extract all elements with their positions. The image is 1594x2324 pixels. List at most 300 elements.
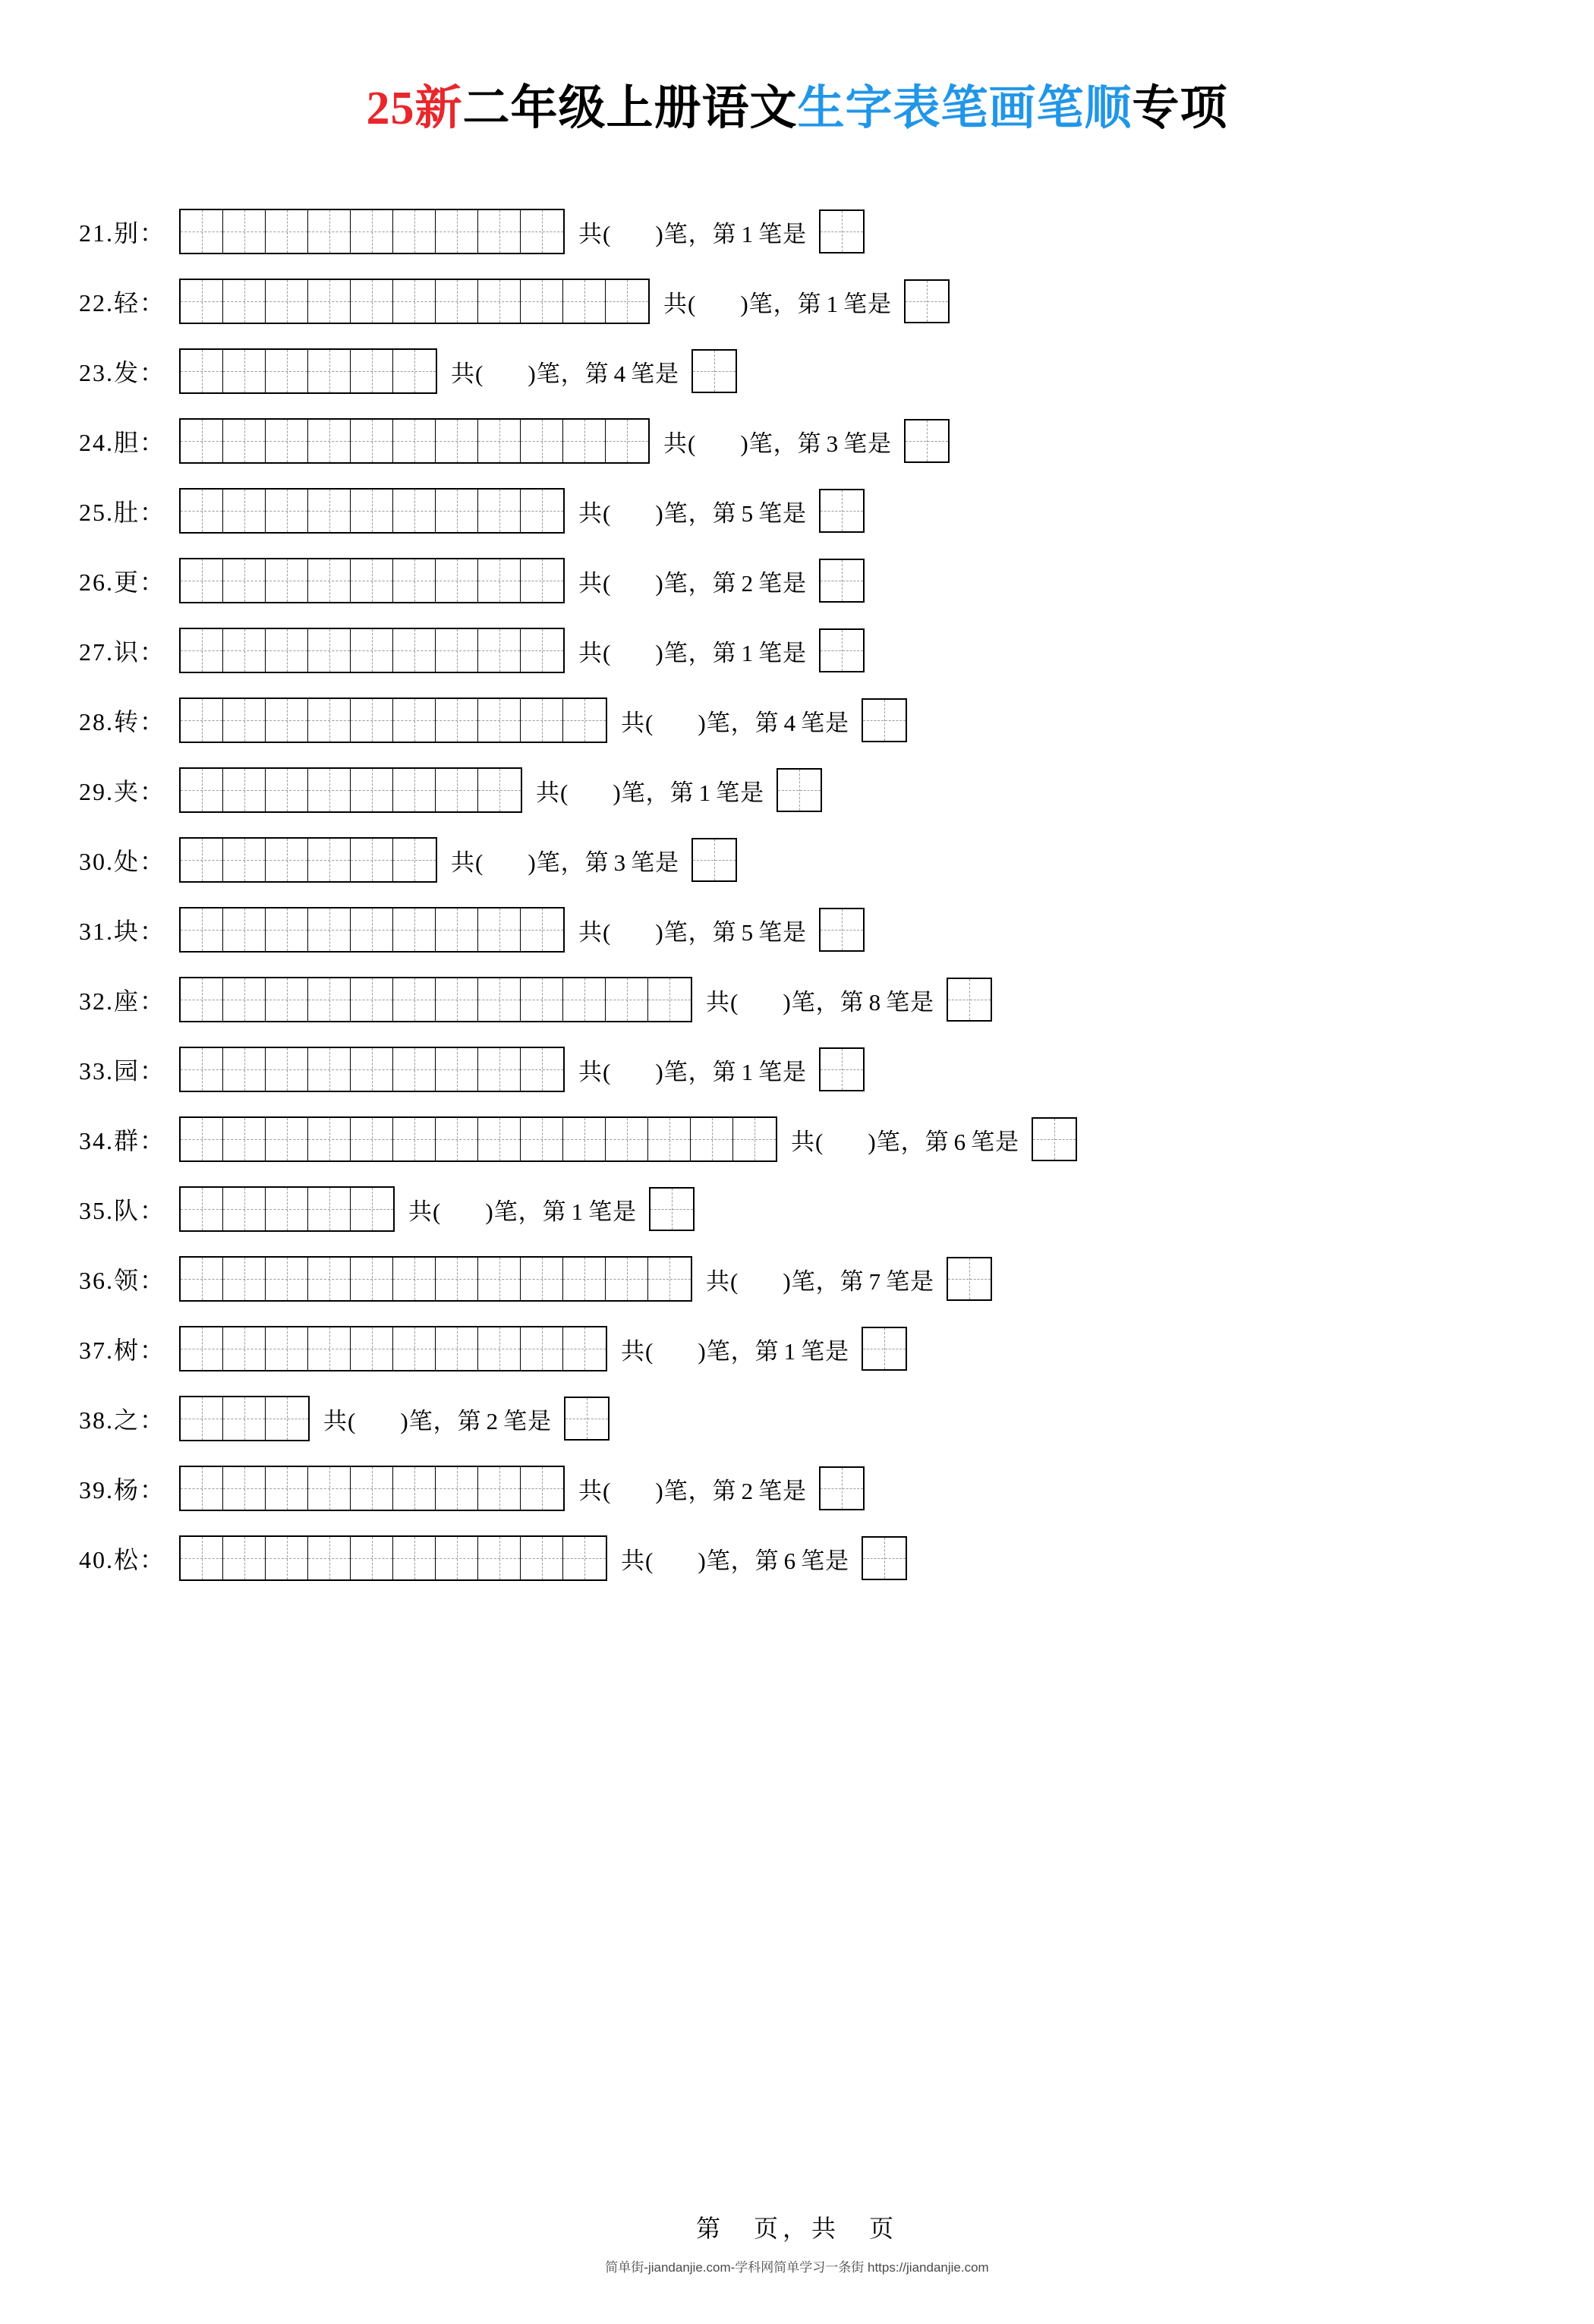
practice-grid[interactable]: [179, 837, 437, 883]
practice-cell[interactable]: [308, 1467, 351, 1510]
practice-cell[interactable]: [521, 1327, 563, 1370]
practice-cell[interactable]: [266, 1188, 308, 1230]
cell-guide-vertical: [329, 420, 330, 462]
practice-cell[interactable]: [223, 1537, 266, 1579]
cell-guide-vertical: [457, 559, 458, 602]
practice-cell[interactable]: [436, 699, 478, 742]
cell-guide-vertical: [287, 1397, 288, 1440]
practice-grid[interactable]: [179, 628, 565, 673]
answer-box[interactable]: [777, 768, 822, 812]
cell-guide-vertical: [542, 280, 543, 323]
cell-guide-vertical: [287, 420, 288, 462]
row-character: 胆：: [114, 429, 166, 456]
practice-cell[interactable]: [351, 629, 393, 672]
row-label: 23.发：: [79, 359, 166, 386]
practice-cell[interactable]: [393, 629, 436, 672]
practice-cell[interactable]: [266, 210, 308, 253]
practice-cell[interactable]: [266, 1258, 308, 1300]
practice-cell[interactable]: [351, 280, 393, 323]
row-label: 31.块：: [79, 918, 166, 945]
practice-grid[interactable]: [179, 348, 437, 394]
practice-cell[interactable]: [266, 769, 308, 811]
cell-guide-vertical: [372, 909, 373, 951]
practice-cell[interactable]: [181, 559, 223, 602]
answer-box[interactable]: [819, 1466, 865, 1510]
answer-guide-vertical: [842, 1468, 843, 1509]
practice-cell[interactable]: [521, 559, 563, 602]
cell-guide-vertical: [414, 1537, 415, 1579]
stroke-is-label: 笔是: [631, 360, 680, 387]
practice-cell[interactable]: [223, 1048, 266, 1091]
answer-box[interactable]: [691, 349, 737, 393]
practice-cell[interactable]: [478, 1258, 521, 1300]
practice-cell[interactable]: [351, 839, 393, 881]
cell-guide-vertical: [414, 769, 415, 811]
practice-cell[interactable]: [478, 1327, 521, 1370]
cell-guide-vertical: [329, 1537, 330, 1579]
cell-guide-vertical: [542, 699, 543, 742]
cell-guide-vertical: [542, 1118, 543, 1160]
practice-grid[interactable]: [179, 1116, 777, 1162]
practice-cell[interactable]: [648, 1258, 691, 1300]
practice-cell[interactable]: [223, 350, 266, 392]
practice-cell[interactable]: [393, 559, 436, 602]
practice-cell[interactable]: [351, 420, 393, 462]
practice-grid[interactable]: [179, 1186, 395, 1232]
practice-cell[interactable]: [393, 1537, 436, 1579]
practice-cell[interactable]: [521, 420, 563, 462]
practice-cell[interactable]: [266, 1118, 308, 1160]
question-text: [578, 1472, 807, 1506]
practice-cell[interactable]: [563, 699, 606, 742]
practice-grid[interactable]: [179, 1466, 565, 1511]
practice-cell[interactable]: [181, 420, 223, 462]
practice-cell[interactable]: [223, 629, 266, 672]
practice-cell[interactable]: [478, 1467, 521, 1510]
practice-cell[interactable]: [478, 210, 521, 253]
practice-grid[interactable]: [179, 1535, 607, 1581]
practice-cell[interactable]: [181, 350, 223, 392]
practice-cell[interactable]: [478, 629, 521, 672]
practice-cell[interactable]: [521, 1048, 563, 1091]
practice-cell[interactable]: [648, 978, 691, 1021]
cell-guide-vertical: [499, 1467, 500, 1510]
practice-cell[interactable]: [436, 490, 478, 532]
practice-cell[interactable]: [648, 1118, 691, 1160]
practice-cell[interactable]: [436, 769, 478, 811]
cell-guide-vertical: [372, 420, 373, 462]
answer-box[interactable]: [862, 1327, 907, 1371]
practice-cell[interactable]: [181, 769, 223, 811]
cell-guide-vertical: [244, 350, 245, 392]
practice-cell[interactable]: [351, 559, 393, 602]
cell-guide-vertical: [244, 1467, 245, 1510]
practice-cell[interactable]: [223, 1397, 266, 1440]
answer-box[interactable]: [904, 279, 950, 323]
cell-guide-vertical: [584, 1258, 585, 1300]
stroke-order-prompt: )笔，第: [655, 499, 737, 527]
exercise-row: [79, 336, 1594, 406]
practice-cell[interactable]: [223, 1118, 266, 1160]
practice-cell[interactable]: [351, 1118, 393, 1160]
practice-cell[interactable]: [436, 1327, 478, 1370]
answer-guide-vertical: [842, 490, 843, 531]
practice-cell[interactable]: [478, 490, 521, 532]
practice-cell[interactable]: [436, 629, 478, 672]
practice-cell[interactable]: [266, 839, 308, 881]
total-strokes-prompt: 共(: [621, 1337, 654, 1365]
practice-cell[interactable]: [521, 1537, 563, 1579]
stroke-number: 4: [613, 360, 627, 387]
practice-cell[interactable]: [478, 699, 521, 742]
practice-cell[interactable]: [308, 769, 351, 811]
practice-cell[interactable]: [393, 769, 436, 811]
practice-cell[interactable]: [266, 699, 308, 742]
practice-cell[interactable]: [563, 1537, 606, 1579]
practice-cell[interactable]: [181, 839, 223, 881]
practice-cell[interactable]: [308, 490, 351, 532]
practice-cell[interactable]: [223, 1188, 266, 1230]
row-character: 群：: [114, 1127, 166, 1154]
practice-cell[interactable]: [181, 1467, 223, 1510]
stroke-is-label: 笔是: [758, 1477, 808, 1504]
practice-grid[interactable]: [179, 767, 522, 813]
practice-cell[interactable]: [436, 1467, 478, 1510]
practice-cell[interactable]: [181, 699, 223, 742]
cell-guide-vertical: [244, 769, 245, 811]
practice-grid[interactable]: [179, 279, 650, 324]
practice-cell[interactable]: [733, 1118, 776, 1160]
practice-cell[interactable]: [266, 1327, 308, 1370]
stroke-is-label: 笔是: [801, 1547, 850, 1574]
answer-box[interactable]: [947, 1257, 992, 1301]
practice-cell[interactable]: [181, 1397, 223, 1440]
practice-cell[interactable]: [393, 490, 436, 532]
practice-cell[interactable]: [181, 1188, 223, 1230]
cell-guide-vertical: [372, 1467, 373, 1510]
practice-cell[interactable]: [393, 280, 436, 323]
practice-cell[interactable]: [308, 978, 351, 1021]
practice-cell[interactable]: [351, 1537, 393, 1579]
practice-grid[interactable]: [179, 1047, 565, 1092]
practice-cell[interactable]: [351, 1048, 393, 1091]
practice-cell[interactable]: [521, 490, 563, 532]
row-character: 别：: [114, 219, 166, 247]
practice-cell[interactable]: [266, 280, 308, 323]
practice-cell[interactable]: [436, 1118, 478, 1160]
practice-cell[interactable]: [478, 280, 521, 323]
practice-cell[interactable]: [223, 909, 266, 951]
practice-cell[interactable]: [308, 909, 351, 951]
cell-guide-vertical: [457, 1118, 458, 1160]
practice-cell[interactable]: [393, 420, 436, 462]
practice-cell[interactable]: [393, 1467, 436, 1510]
practice-cell[interactable]: [266, 490, 308, 532]
cell-guide-vertical: [244, 909, 245, 951]
practice-cell[interactable]: [436, 1537, 478, 1579]
practice-cell[interactable]: [351, 1188, 393, 1230]
cell-guide-vertical: [372, 210, 373, 253]
answer-box[interactable]: [649, 1187, 695, 1231]
cell-guide-vertical: [457, 699, 458, 742]
row-character: 轻：: [114, 289, 166, 316]
practice-cell[interactable]: [393, 350, 436, 392]
practice-cell[interactable]: [308, 839, 351, 881]
stroke-number: 6: [783, 1547, 797, 1574]
practice-cell[interactable]: [308, 629, 351, 672]
footer-page-line: 第 页，共 页: [695, 2215, 898, 2242]
practice-cell[interactable]: [393, 699, 436, 742]
practice-cell[interactable]: [521, 629, 563, 672]
practice-cell[interactable]: [223, 839, 266, 881]
practice-cell[interactable]: [351, 1258, 393, 1300]
practice-cell[interactable]: [606, 280, 648, 323]
practice-cell[interactable]: [181, 210, 223, 253]
practice-cell[interactable]: [181, 1258, 223, 1300]
practice-cell[interactable]: [181, 1118, 223, 1160]
practice-cell[interactable]: [436, 559, 478, 602]
practice-cell[interactable]: [223, 420, 266, 462]
practice-grid[interactable]: [179, 558, 565, 603]
practice-cell[interactable]: [478, 978, 521, 1021]
practice-cell[interactable]: [436, 1258, 478, 1300]
answer-box[interactable]: [1032, 1117, 1077, 1161]
practice-cell[interactable]: [266, 1397, 308, 1440]
practice-grid[interactable]: [179, 418, 650, 464]
practice-cell[interactable]: [351, 1327, 393, 1370]
cell-guide-vertical: [202, 1048, 203, 1091]
practice-cell[interactable]: [308, 1258, 351, 1300]
answer-box[interactable]: [819, 908, 865, 952]
practice-grid[interactable]: [179, 698, 607, 743]
answer-box[interactable]: [819, 209, 865, 253]
practice-cell[interactable]: [266, 978, 308, 1021]
practice-cell[interactable]: [223, 1467, 266, 1510]
answer-guide-vertical: [884, 1328, 885, 1369]
answer-guide-vertical: [714, 839, 715, 880]
answer-box[interactable]: [819, 489, 865, 533]
practice-cell[interactable]: [691, 1118, 733, 1160]
practice-cell[interactable]: [563, 1258, 606, 1300]
practice-cell[interactable]: [393, 839, 436, 881]
practice-cell[interactable]: [351, 1467, 393, 1510]
cell-guide-vertical: [329, 769, 330, 811]
stroke-order-prompt: )笔，第: [528, 849, 610, 876]
row-character: 识：: [114, 638, 166, 666]
practice-cell[interactable]: [521, 909, 563, 951]
stroke-number: 1: [783, 1337, 797, 1365]
practice-cell[interactable]: [308, 210, 351, 253]
practice-cell[interactable]: [393, 1258, 436, 1300]
practice-cell[interactable]: [393, 978, 436, 1021]
practice-cell[interactable]: [393, 909, 436, 951]
practice-cell[interactable]: [563, 280, 606, 323]
practice-cell[interactable]: [606, 1258, 648, 1300]
answer-box[interactable]: [819, 559, 865, 603]
answer-box[interactable]: [691, 838, 737, 882]
practice-cell[interactable]: [181, 1537, 223, 1579]
practice-cell[interactable]: [521, 1467, 563, 1510]
practice-cell[interactable]: [563, 978, 606, 1021]
stroke-number: 1: [741, 639, 754, 666]
practice-cell[interactable]: [393, 1118, 436, 1160]
practice-cell[interactable]: [521, 1258, 563, 1300]
practice-cell[interactable]: [308, 1048, 351, 1091]
practice-cell[interactable]: [266, 1467, 308, 1510]
practice-cell[interactable]: [223, 210, 266, 253]
practice-cell[interactable]: [181, 978, 223, 1021]
cell-guide-vertical: [244, 210, 245, 253]
answer-box[interactable]: [862, 698, 907, 742]
practice-cell[interactable]: [393, 1048, 436, 1091]
cell-guide-vertical: [414, 1258, 415, 1300]
practice-cell[interactable]: [436, 210, 478, 253]
practice-cell[interactable]: [308, 699, 351, 742]
practice-cell[interactable]: [351, 699, 393, 742]
practice-cell[interactable]: [351, 909, 393, 951]
stroke-is-label: 笔是: [758, 918, 808, 946]
cell-guide-vertical: [287, 909, 288, 951]
stroke-order-prompt: )笔，第: [698, 709, 780, 736]
cell-guide-vertical: [754, 1118, 755, 1160]
practice-cell[interactable]: [223, 699, 266, 742]
practice-grid[interactable]: [179, 977, 692, 1022]
question-text: [663, 424, 892, 458]
answer-guide-vertical: [842, 909, 843, 950]
practice-grid[interactable]: [179, 1396, 310, 1441]
answer-box[interactable]: [862, 1536, 907, 1580]
practice-cell[interactable]: [606, 420, 648, 462]
practice-grid[interactable]: [179, 907, 565, 953]
practice-cell[interactable]: [393, 1327, 436, 1370]
practice-cell[interactable]: [223, 1258, 266, 1300]
page-footer: [0, 2209, 1594, 2275]
practice-cell[interactable]: [563, 1118, 606, 1160]
practice-cell[interactable]: [308, 420, 351, 462]
total-strokes-prompt: 共(: [578, 220, 612, 247]
cell-guide-vertical: [329, 1118, 330, 1160]
practice-cell[interactable]: [266, 559, 308, 602]
exercise-row: [79, 1104, 1594, 1174]
practice-cell[interactable]: [308, 1118, 351, 1160]
practice-cell[interactable]: [563, 420, 606, 462]
practice-cell[interactable]: [266, 1537, 308, 1579]
practice-cell[interactable]: [351, 210, 393, 253]
answer-box[interactable]: [564, 1397, 610, 1441]
practice-cell[interactable]: [478, 1048, 521, 1091]
practice-cell[interactable]: [606, 1118, 648, 1160]
practice-cell[interactable]: [266, 1048, 308, 1091]
practice-cell[interactable]: [181, 1327, 223, 1370]
practice-cell[interactable]: [436, 909, 478, 951]
answer-box[interactable]: [819, 628, 865, 672]
practice-cell[interactable]: [223, 1327, 266, 1370]
practice-cell[interactable]: [606, 978, 648, 1021]
cell-guide-vertical: [627, 280, 628, 323]
practice-grid[interactable]: [179, 488, 565, 534]
practice-cell[interactable]: [266, 909, 308, 951]
practice-cell[interactable]: [266, 350, 308, 392]
practice-cell[interactable]: [521, 280, 563, 323]
cell-guide-vertical: [499, 1118, 500, 1160]
practice-cell[interactable]: [308, 280, 351, 323]
practice-cell[interactable]: [351, 769, 393, 811]
answer-box[interactable]: [904, 419, 950, 463]
practice-cell[interactable]: [521, 210, 563, 253]
practice-cell[interactable]: [223, 769, 266, 811]
practice-cell[interactable]: [436, 280, 478, 323]
practice-cell[interactable]: [478, 909, 521, 951]
practice-cell[interactable]: [308, 559, 351, 602]
stroke-order-prompt: )笔，第: [783, 988, 865, 1016]
practice-cell[interactable]: [308, 350, 351, 392]
practice-cell[interactable]: [478, 769, 521, 811]
practice-cell[interactable]: [181, 280, 223, 323]
practice-cell[interactable]: [521, 978, 563, 1021]
practice-cell[interactable]: [266, 629, 308, 672]
practice-cell[interactable]: [521, 1118, 563, 1160]
cell-guide-vertical: [287, 1467, 288, 1510]
practice-grid[interactable]: [179, 1256, 692, 1302]
practice-cell[interactable]: [223, 559, 266, 602]
practice-cell[interactable]: [351, 978, 393, 1021]
practice-cell[interactable]: [521, 699, 563, 742]
cell-guide-vertical: [414, 490, 415, 532]
practice-cell[interactable]: [478, 1118, 521, 1160]
practice-cell[interactable]: [308, 1327, 351, 1370]
practice-cell[interactable]: [308, 1537, 351, 1579]
practice-cell[interactable]: [266, 420, 308, 462]
practice-cell[interactable]: [436, 420, 478, 462]
practice-cell[interactable]: [223, 978, 266, 1021]
cell-guide-vertical: [542, 420, 543, 462]
title-part-special: 专项: [1132, 83, 1228, 134]
row-label: 25.肚：: [79, 499, 166, 526]
practice-cell[interactable]: [223, 490, 266, 532]
answer-box[interactable]: [947, 978, 992, 1022]
stroke-number: 6: [953, 1128, 967, 1155]
practice-cell[interactable]: [181, 1048, 223, 1091]
practice-cell[interactable]: [478, 420, 521, 462]
practice-cell[interactable]: [223, 280, 266, 323]
practice-grid[interactable]: [179, 209, 565, 254]
exercise-row: [79, 1174, 1594, 1244]
cell-guide-vertical: [287, 490, 288, 532]
answer-box[interactable]: [819, 1047, 865, 1091]
cell-guide-vertical: [414, 1048, 415, 1091]
answer-guide-vertical: [587, 1398, 588, 1439]
practice-cell[interactable]: [436, 1048, 478, 1091]
row-label: 26.更：: [79, 568, 166, 596]
practice-cell[interactable]: [478, 1537, 521, 1579]
answer-guide-vertical: [842, 560, 843, 601]
practice-cell[interactable]: [308, 1188, 351, 1230]
practice-cell[interactable]: [351, 490, 393, 532]
practice-cell[interactable]: [181, 909, 223, 951]
cell-guide-vertical: [287, 629, 288, 672]
stroke-order-prompt: )笔，第: [613, 779, 695, 806]
practice-cell[interactable]: [351, 350, 393, 392]
practice-cell[interactable]: [478, 559, 521, 602]
practice-cell[interactable]: [181, 629, 223, 672]
cell-guide-vertical: [287, 1118, 288, 1160]
cell-guide-vertical: [499, 978, 500, 1021]
practice-cell[interactable]: [563, 1327, 606, 1370]
practice-cell[interactable]: [181, 490, 223, 532]
practice-grid[interactable]: [179, 1326, 607, 1371]
practice-cell[interactable]: [393, 210, 436, 253]
practice-cell[interactable]: [436, 978, 478, 1021]
